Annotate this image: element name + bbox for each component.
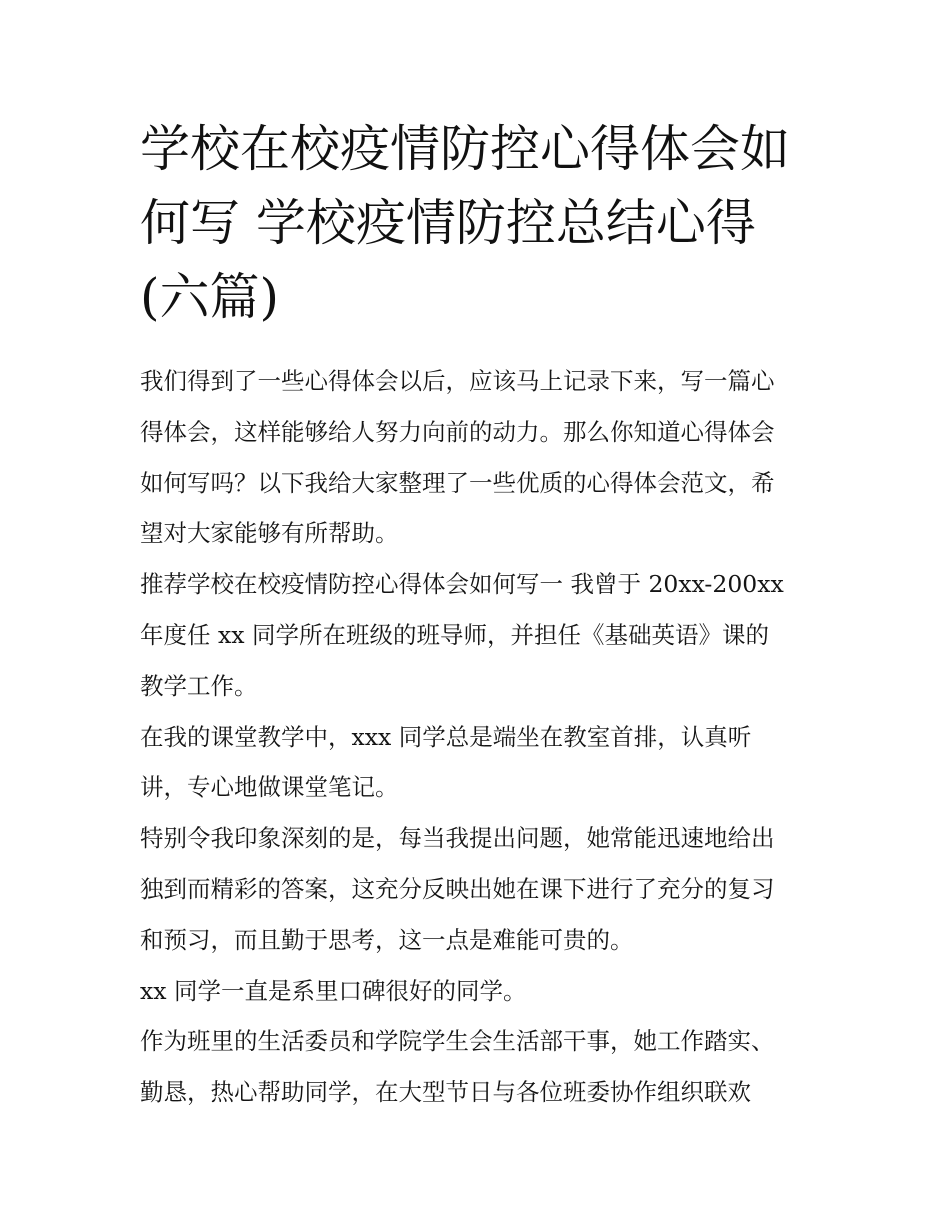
body-line: 年度任 xx 同学所在班级的班导师，并担任《基础英语》课的 bbox=[140, 620, 769, 649]
body-line: 独到而精彩的答案，这充分反映出她在课下进行了充分的复习 bbox=[140, 874, 775, 903]
body-line: 我们得到了一些心得体会以后，应该马上记录下来，写一篇心 bbox=[140, 367, 775, 395]
title-line: 学校在校疫情防控心得体会如 bbox=[140, 120, 790, 178]
body-line: 特别令我印象深刻的是，每当我提出问题，她常能迅速地给出 bbox=[140, 824, 775, 853]
body-line: 在我的课堂教学中，xxx 同学总是端坐在教室首排，认真听 bbox=[140, 722, 752, 751]
body-line: 望对大家能够有所帮助。 bbox=[140, 519, 399, 548]
body-line: xx 同学一直是系里口碑很好的同学。 bbox=[140, 976, 527, 1005]
title-line: (六篇) bbox=[140, 268, 280, 326]
body-line: 勤恳，热心帮助同学，在大型节日与各位班委协作组织联欢 bbox=[140, 1078, 751, 1107]
body-line: 得体会，这样能够给人努力向前的动力。那么你知道心得体会 bbox=[140, 417, 775, 446]
document-body bbox=[140, 356, 820, 1118]
body-line: 作为班里的生活委员和学院学生会生活部干事，她工作踏实、 bbox=[140, 1027, 775, 1056]
title-line: 何写 学校疫情防控总结心得 bbox=[140, 194, 756, 252]
body-line: 推荐学校在校疫情防控心得体会如何写一 我曾于 20xx-200xx bbox=[140, 570, 784, 599]
document-title bbox=[140, 112, 820, 334]
body-line: 教学工作。 bbox=[140, 671, 258, 700]
body-line: 讲，专心地做课堂笔记。 bbox=[140, 773, 399, 802]
body-line: 和预习，而且勤于思考，这一点是难能可贵的。 bbox=[140, 925, 634, 954]
body-line: 如何写吗？以下我给大家整理了一些优质的心得体会范文，希 bbox=[140, 468, 775, 497]
